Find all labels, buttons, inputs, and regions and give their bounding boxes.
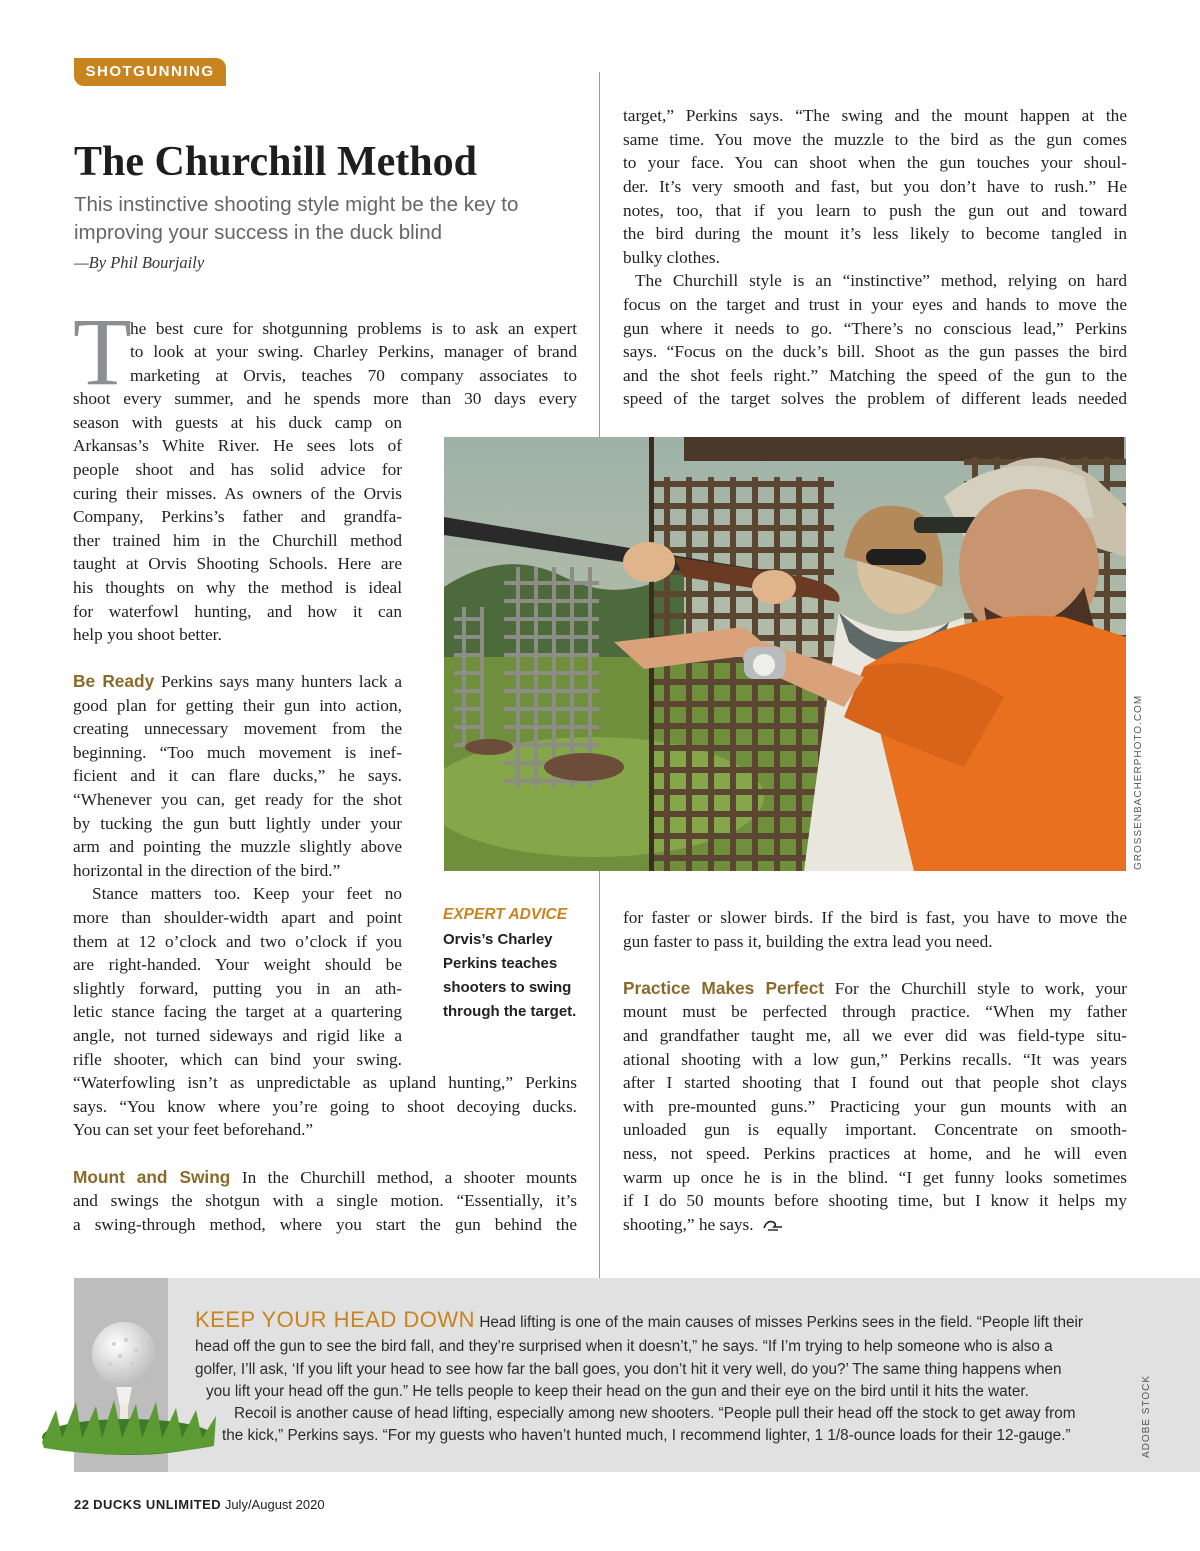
body-line: and swings the shotgun with a single motion. “Essentially, it’s — [73, 1191, 577, 1210]
body-line: says. “You know where you’re going to shoot decoying ducks. — [73, 1097, 577, 1116]
body-line: good plan for getting their gun into action, — [73, 696, 402, 715]
tip-heading: KEEP YOUR HEAD DOWN — [195, 1307, 476, 1332]
body-line: to your face. You can shoot when the gun touches your shoul- — [623, 153, 1127, 172]
body-line: by tucking the gun butt lightly under your — [73, 814, 402, 833]
body-line: ficient and it can flare ducks,” he says. — [73, 766, 402, 785]
caption-line: Orvis’s Charley — [443, 931, 553, 948]
tip-line: head off the gun to see the bird fall, and they’re surprised when it doesn’t,” he says. “If I’m trying to help someone who is also a — [195, 1338, 1053, 1355]
body-line: he best cure for shotgunning problems is to ask an expert — [130, 319, 577, 338]
photo-credit: GROSSENBACHERPHOTO.COM — [1133, 694, 1144, 870]
body-line: “Waterfowling isn’t as unpredictable as upland hunting,” Perkins — [73, 1073, 577, 1092]
body-line: shoot every summer, and he spends more than 30 days every — [73, 389, 577, 408]
page-footer — [74, 1497, 325, 1512]
caption-line: shooters to swing — [443, 979, 572, 996]
article-title: The Churchill Method — [74, 139, 477, 185]
mount-swing-line: Mount and Swing In the Churchill method, a shooter mounts — [73, 1167, 578, 1187]
tip-line-1: KEEP YOUR HEAD DOWN Head lifting is one of the main causes of misses Perkins sees in the field. “People lift their — [195, 1307, 1084, 1332]
body-line: season with guests at his duck camp on — [73, 413, 402, 432]
body-line: The Churchill style is an “instinctive” method, relying on hard — [635, 271, 1127, 290]
end-mark-icon — [762, 1215, 784, 1239]
body-line: more than shoulder-width apart and point — [73, 908, 402, 927]
body-line: taught at Orvis Shooting Schools. Here are — [73, 554, 402, 573]
body-line: for waterfowl hunting, and how it can — [73, 602, 402, 621]
body-line: rifle shooter, which can bind your swing. — [73, 1050, 402, 1069]
body-line: target,” Perkins says. “The swing and the mount happen at the — [623, 106, 1127, 125]
page-number: 22 — [74, 1497, 90, 1512]
be-ready-subhead: Be Ready — [73, 671, 155, 691]
body-line: his thoughts on why the method is ideal — [73, 578, 402, 597]
body-line: letic stance facing the target at a quartering — [73, 1002, 402, 1021]
body-line: focus on the target and trust in your eyes and hands to move the — [623, 295, 1127, 314]
body-line: says. “Focus on the duck’s bill. Shoot as the gun passes the bird — [623, 342, 1127, 361]
body-line: creating unnecessary movement from the — [73, 719, 402, 738]
body-line: slightly forward, putting you in an ath- — [73, 979, 402, 998]
body-line: Arkansas’s White River. He sees lots of — [73, 436, 402, 455]
body-line: gun faster to pass it, building the extra lead you need. — [623, 932, 993, 951]
caption-head: EXPERT ADVICE — [443, 906, 568, 923]
body-line: warm up once he is in the blind. “I get funny looks sometimes — [623, 1168, 1127, 1187]
body-line: are right-handed. Your weight should be — [73, 955, 402, 974]
drop-cap: T — [73, 298, 132, 405]
body-line: notes, too, that if you learn to push the gun out and toward — [623, 201, 1127, 220]
article-byline: —By Phil Bourjaily — [74, 253, 205, 272]
tip-line: you lift your head off the gun.” He tells people to keep their head on the gun and their eye on the bird until it hits the water. — [206, 1383, 1029, 1400]
magazine-name: DUCKS UNLIMITED — [93, 1497, 222, 1512]
body-line: ther trained him in the Churchill method — [73, 531, 402, 550]
body-line: angle, not turned sideways and rigid like a — [73, 1026, 402, 1045]
body-line: mount must be perfected through practice. “When my father — [623, 1002, 1127, 1021]
body-line: beginning. “Too much movement is inef- — [73, 743, 402, 762]
be-ready-line: Be Ready Perkins says many hunters lack a — [73, 671, 402, 691]
body-line: help you shoot better. — [73, 625, 222, 644]
tip-line: Recoil is another cause of head lifting, especially among new shooters. “People pull their head off the stock to get away from — [234, 1405, 1076, 1422]
body-line: same time. You move the muzzle to the bird as the gun comes — [623, 130, 1127, 149]
body-line: bulky clothes. — [623, 248, 720, 267]
body-line: unloaded gun is equally important. Concentrate on smooth- — [623, 1120, 1127, 1139]
article-dek: This instinctive shooting style might be the key to improving your success in the duck blind — [74, 193, 519, 244]
body-line: if I do 50 mounts before shooting time, but I know it helps my — [623, 1191, 1127, 1210]
body-line: Stance matters too. Keep your feet no — [92, 884, 402, 903]
body-line: after I started shooting that I found out that people shot clays — [623, 1073, 1127, 1092]
practice-line: Practice Makes Perfect For the Churchill style to work, your — [623, 978, 1127, 998]
body-line: a swing-through method, where you start the gun behind the — [73, 1215, 577, 1234]
body-line: people shoot and has solid advice for — [73, 460, 402, 479]
section-kicker: SHOTGUNNING — [74, 58, 226, 86]
tip-line: golfer, I’ll ask, ‘If you lift your head to see how far the ball goes, you don’t hit it very well, do you?’ The same thing happens when — [195, 1361, 1062, 1378]
body-line: ational shooting with a low gun,” Perkins recalls. “It was years — [623, 1050, 1127, 1069]
body-line: with pre-mounted guns.” Practicing your gun mounts with an — [623, 1097, 1127, 1116]
body-line: the bird during the mount it’s less likely to become tangled in — [623, 224, 1127, 243]
body-line: for faster or slower birds. If the bird is fast, you have to move the — [623, 908, 1127, 927]
body-line: horizontal in the direction of the bird.” — [73, 861, 341, 880]
tip-line: the kick,” Perkins says. “For my guests who haven’t hunted much, I recommend lighter, 1 1/8-ounce loads for their 12-gauge.” — [222, 1427, 1071, 1444]
body-line: to look at your swing. Charley Perkins, manager of brand — [130, 342, 577, 361]
body-line: “Whenever you can, get ready for the shot — [73, 790, 402, 809]
body-line: speed of the target solves the problem of different leads needed — [623, 389, 1127, 408]
body-line: gun where it needs to go. “There’s no conscious lead,” Perkins — [623, 319, 1127, 338]
body-line: Company, Perkins’s father and grandfa- — [73, 507, 402, 526]
body-line: marketing at Orvis, teaches 70 company associates to — [130, 366, 577, 385]
mount-swing-subhead: Mount and Swing — [73, 1167, 231, 1187]
practice-subhead: Practice Makes Perfect — [623, 978, 825, 998]
body-line: and the shot feels right.” Matching the speed of the gun to the — [623, 366, 1127, 385]
article-photo — [444, 437, 1126, 871]
tip-credit: ADOBE STOCK — [1141, 1374, 1152, 1458]
issue-date: July/August 2020 — [224, 1497, 325, 1512]
caption-line: Perkins teaches — [443, 955, 558, 972]
final-body-line: shooting,” he says. — [623, 1213, 1127, 1239]
body-line: der. It’s very smooth and fast, but you don’t have to rush.” He — [623, 177, 1127, 196]
body-line: arm and pointing the muzzle slightly above — [73, 837, 402, 856]
body-line: You can set your feet beforehand.” — [73, 1120, 314, 1139]
body-line: and grandfather taught me, all we ever did was field-type situ- — [623, 1026, 1127, 1045]
shooting-scene-illustration — [444, 437, 1126, 871]
body-line: them at 12 o’clock and two o’clock if you — [73, 932, 402, 951]
body-line: curing their misses. As owners of the Orvis — [73, 484, 402, 503]
body-line: ness, not speed. Perkins practices at home, and he will even — [623, 1144, 1127, 1163]
caption-line: through the target. — [443, 1003, 577, 1020]
